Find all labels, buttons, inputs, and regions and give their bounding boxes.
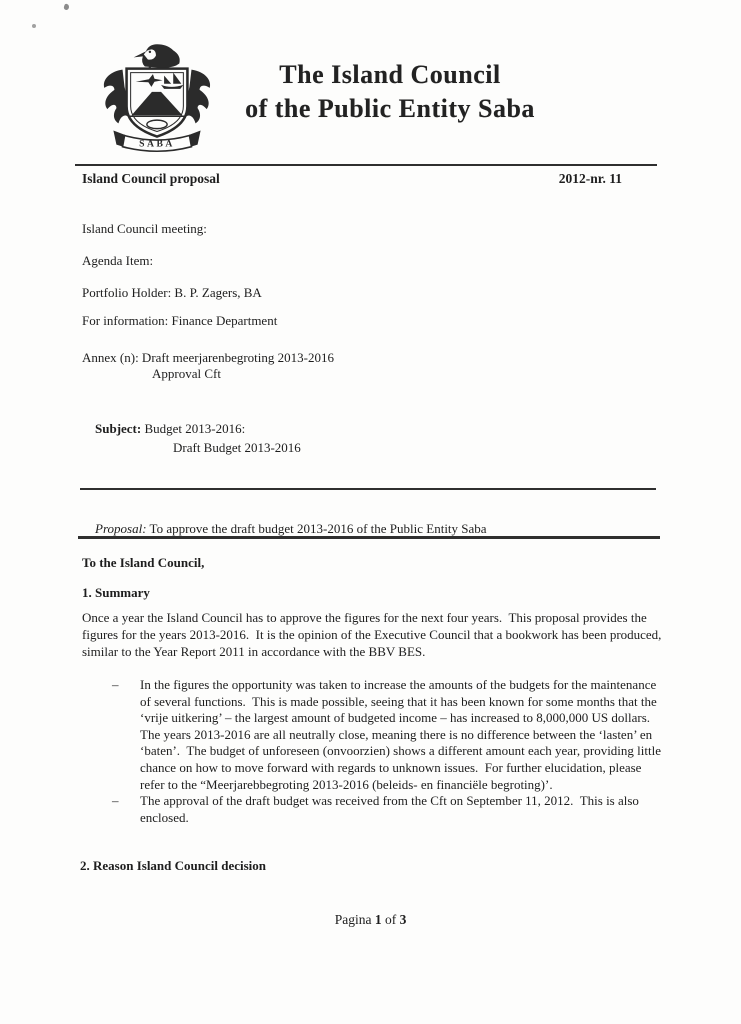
shield-icon: [127, 69, 188, 137]
scan-speck: [32, 24, 36, 28]
page-footer: [0, 912, 741, 928]
proposal-header-row: [82, 171, 622, 187]
bullet-item: [112, 677, 664, 793]
bullet-text: In the figures the opportunity was taken to increase the amounts of the budgets for the maintenance of several functions. This is made possible, seeing that it has been known for some months that the ‘vrije uitkering’ – the largest amount of budgeted income – has increased to 8,000,000 US dollars. The years 2013-2016 are all neutrally close, meaning there is no difference between the ‘lasten’ en ‘baten’. The budget of unforeseen (onvoorzien) shows a different amount each year, providing little chance on how to move forward with regards to unknown issues. For further elucidation, please refer to the “Meerjarebbegroting 2013-2016 (beleids- en financiële begroting)’.: [140, 677, 665, 792]
footer-prefix: Pagina: [334, 912, 375, 927]
crest-motto: SABA: [139, 138, 175, 150]
page-total: 3: [399, 912, 407, 927]
bullet-text: The approval of the draft budget was received from the Cft on September 11, 2012. This is also enclosed.: [140, 793, 643, 825]
bird-icon: [134, 44, 180, 70]
meta-meeting: Island Council meeting:: [82, 221, 207, 236]
horizontal-rule-thick: [78, 536, 660, 539]
mantling-left-icon: [104, 70, 129, 124]
horizontal-rule-mid: [80, 488, 656, 490]
proposal-label: Proposal:: [95, 521, 147, 536]
meta-annex: Annex (n): Draft meerjarenbegroting 2013-2016: [82, 350, 334, 365]
meta-annex-line2: Approval Cft: [152, 366, 221, 381]
page-number: 1: [374, 912, 382, 927]
proposal-statement: [82, 505, 487, 553]
bullet-dash: –: [112, 793, 119, 809]
subject-label: Subject:: [95, 421, 142, 436]
document-title-line1: The Island Council: [279, 60, 501, 89]
meta-portfolio-holder: Portfolio Holder: B. P. Zagers, BA: [82, 285, 262, 300]
section-2-heading: 2. Reason Island Council decision: [80, 858, 267, 873]
document-title: [180, 58, 600, 126]
draft-budget-line: Draft Budget 2013-2016: [173, 440, 301, 455]
subject-value: Budget 2013-2016:: [141, 421, 246, 436]
document-title-line2: of the Public Entity Saba: [245, 94, 535, 123]
proposal-text: To approve the draft budget 2013-2016 of the Public Entity Saba: [146, 521, 487, 536]
bullet-item: [112, 793, 664, 826]
meta-for-information: For information: Finance Department: [82, 313, 278, 328]
section-1-heading: 1. Summary: [82, 585, 150, 600]
horizontal-rule-top: [75, 164, 657, 166]
scan-speck: [63, 3, 70, 10]
salutation: To the Island Council,: [82, 555, 205, 570]
summary-paragraph: Once a year the Island Council has to approve the figures for the next four years. This proposal provides the figures for the years 2013-2016. It is the opinion of the Executive Council that a bookwork has been produced, similar to the Year Report 2011 in accordance with the BBV BES.: [82, 610, 665, 659]
footer-of: of: [381, 912, 400, 927]
bullet-dash: –: [112, 677, 119, 692]
proposal-type-label: Island Council proposal: [82, 171, 220, 186]
document-number: 2012-nr. 11: [558, 171, 622, 186]
meta-agenda-item: Agenda Item:: [82, 253, 154, 268]
bullet-list: [112, 677, 664, 826]
